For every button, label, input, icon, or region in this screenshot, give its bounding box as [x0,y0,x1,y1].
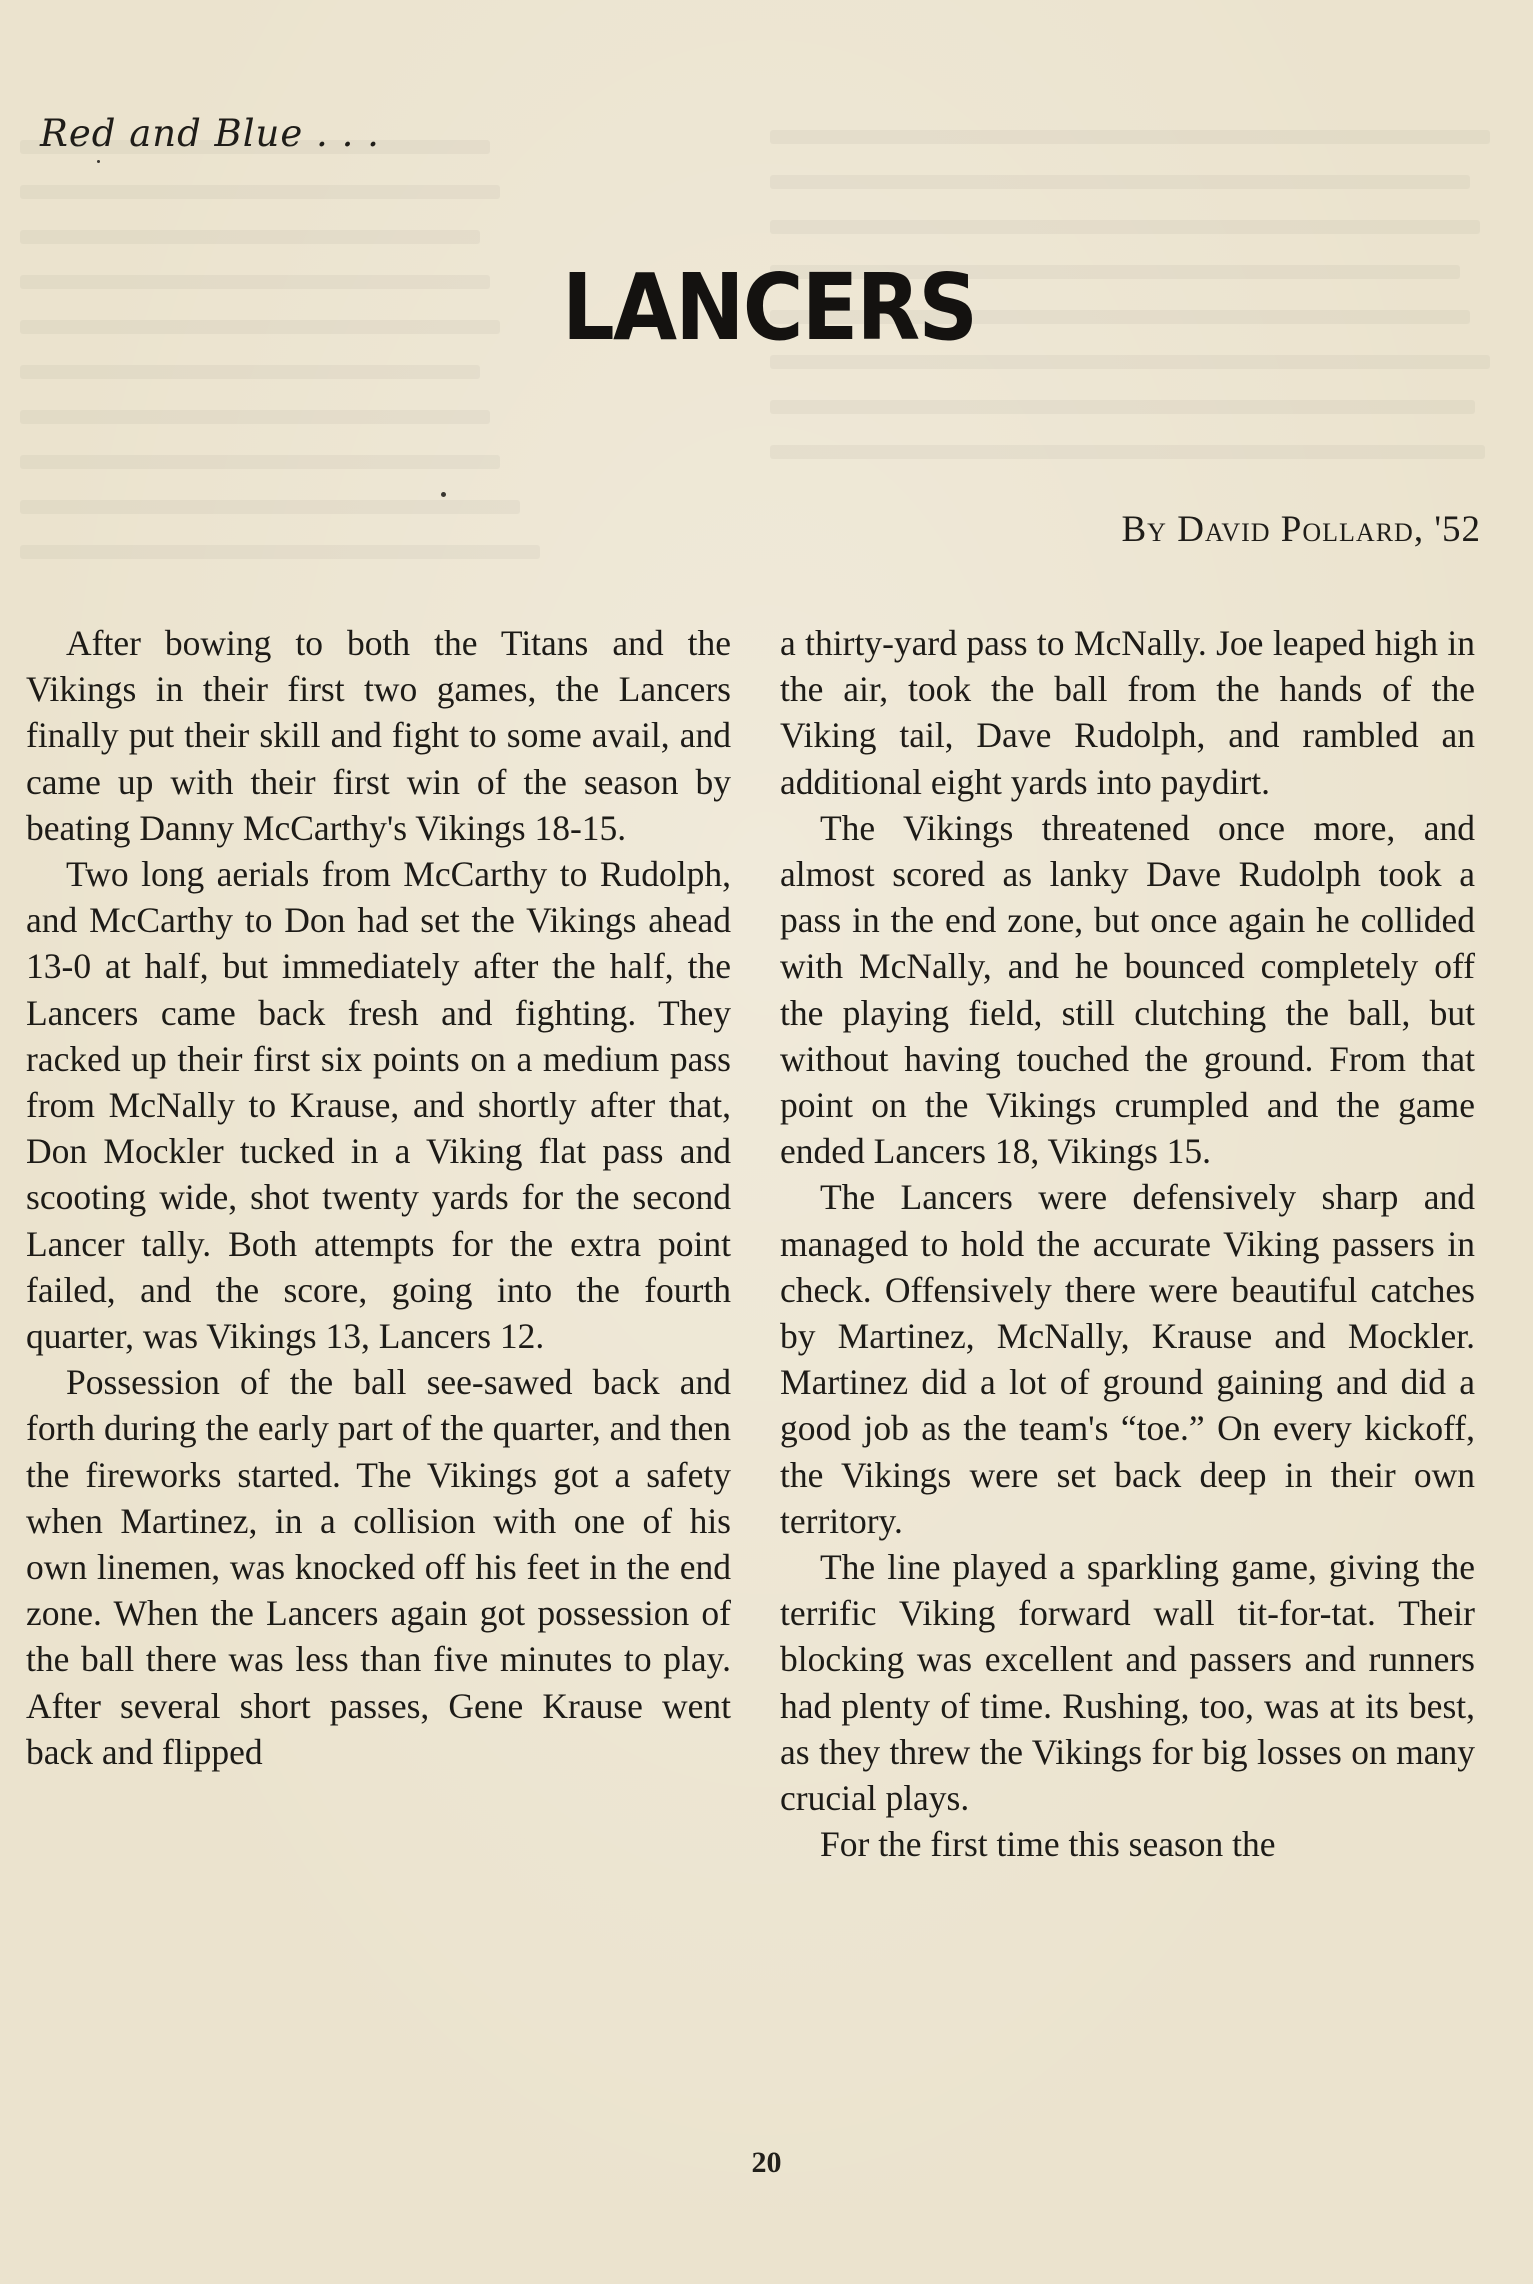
show-through-line [770,400,1475,414]
show-through-line [20,455,500,469]
page-number: 20 [751,2146,782,2179]
paragraph: Possession of the ball see-sawed back and forth during the early part of the quarter, and then the fireworks started. The Vikings got a safety when Martinez, in a collision with one of his own linemen, was knocked off his feet in the end zone. When the Lancers again got possession of the ball there was less than five minutes to play. After several short passes, Gene Krause went back and flipped [26,1362,731,1772]
byline-author: By David Pollard, [1121,509,1425,550]
show-through-line [20,320,500,334]
print-speck [97,160,100,163]
running-head: Red and Blue . . . [40,112,380,155]
show-through-line [20,545,540,559]
paragraph: The Lancers were defensively sharp and managed to hold the accurate Viking passers in check. Offensively there were beautiful catches by Martinez, McNally, Krause and Mockler. Martinez did a lot of ground gaining and did a good job as the team's “toe.” On every kickoff, the Vikings were set back deep in their own territory. [780,1177,1475,1541]
show-through-line [770,445,1485,459]
byline-year: '52 [1434,509,1481,550]
show-through-line [770,175,1470,189]
paragraph: The line played a sparkling game, giving the terrific Viking forward wall tit-for-tat. Their blocking was excellent and passers and runners had plenty of time. Rushing, too, was at its best, as they threw the Vikings for big losses on many crucial plays. [780,1547,1475,1819]
show-through-line [20,500,520,514]
paragraph: For the first time this season the [820,1824,1276,1865]
article-title: LANCERS [562,254,977,361]
show-through-line [770,130,1490,144]
paragraph: After bowing to both the Titans and the Vikings in their first two games, the Lancers finally put their skill and fight to some avail, and came up with their first win of the season by beating Danny McCarthy's Vikings 18-15. [26,623,731,848]
right-column [780,620,1475,1867]
show-through-line [20,185,500,199]
show-through-line [770,220,1480,234]
show-through-line [20,365,480,379]
paragraph: a thirty-yard pass to McNally. Joe leaped high in the air, took the ball from the hands of the Viking tail, Dave Rudolph, and rambled an additional eight yards into paydirt. [780,623,1475,802]
show-through-line [20,275,490,289]
print-speck [441,492,446,497]
show-through-line [20,410,490,424]
byline [1122,508,1482,551]
paragraph: Two long aerials from McCarthy to Rudolph, and McCarthy to Don had set the Vikings ahead 13-0 at half, but immediately after the half, the Lancers came back fresh and fighting. They racked up their first six points on a medium pass from McNally to Krause, and shortly after that, Don Mockler tucked in a Viking flat pass and scooting wide, shot twenty yards for the second Lancer tally. Both attempts for the extra point failed, and the score, going into the fourth quarter, was Vikings 13, Lancers 12. [26,854,731,1357]
show-through-line [20,230,480,244]
left-column [26,620,731,1775]
paragraph: The Vikings threatened once more, and almost scored as lanky Dave Rudolph took a pass in the end zone, but once again he collided with McNally, and he bounced completely off the playing field, still clutching the ball, but without having touched the ground. From that point on the Vikings crumpled and the game ended Lancers 18, Vikings 15. [780,807,1475,1172]
